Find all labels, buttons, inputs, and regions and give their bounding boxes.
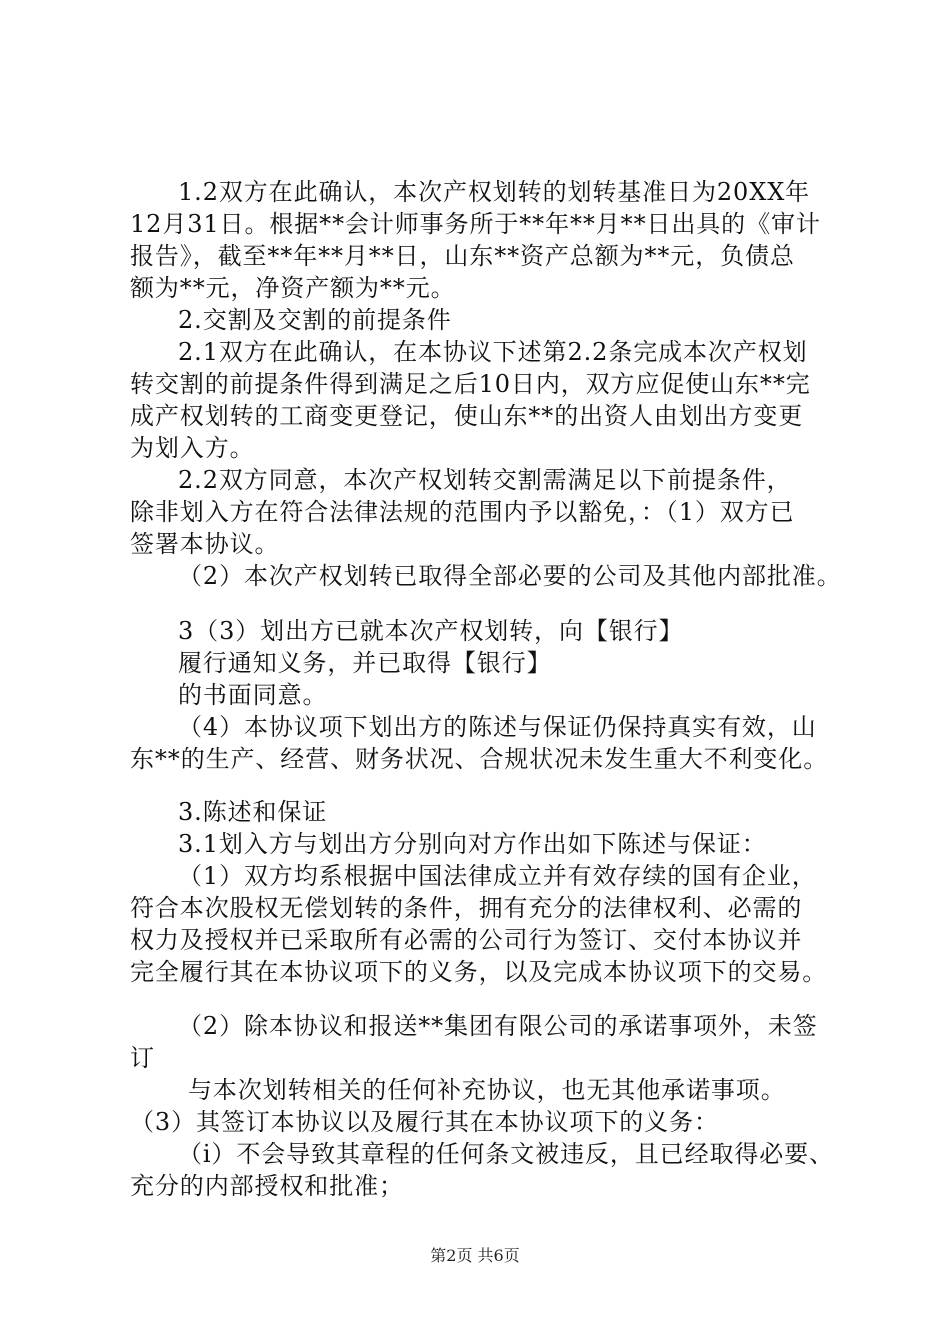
paragraph-line: 12月31日。根据**会计师事务所于**年**月**日出具的《审计 bbox=[130, 210, 821, 238]
paragraph-line: 的书面同意。 bbox=[178, 681, 328, 709]
paragraph-line: （4）本协议项下划出方的陈述与保证仍保持真实有效，山 bbox=[178, 713, 817, 741]
paragraph-line: 东**的生产、经营、财务状况、合规状况未发生重大不利变化。 bbox=[130, 745, 829, 773]
paragraph-line: 与本次划转相关的任何补充协议，也无其他承诺事项。 bbox=[188, 1076, 786, 1104]
paragraph-line: （3）其签订本协议以及履行其在本协议项下的义务： bbox=[130, 1108, 719, 1136]
paragraph-line: 完全履行其在本协议项下的义务，以及完成本协议项下的交易。 bbox=[130, 958, 828, 986]
paragraph-line: 报告》，截至**年**月**日，山东**资产总额为**元，负债总 bbox=[130, 242, 795, 270]
paragraph-line: 额为**元，净资产额为**元。 bbox=[130, 274, 456, 302]
paragraph-line: 签署本协议。 bbox=[130, 530, 280, 558]
paragraph-line: 为划入方。 bbox=[130, 434, 255, 462]
paragraph-line: 3（3）划出方已就本次产权划转，向【银行】 bbox=[178, 617, 684, 645]
page-footer: 第2页 共6页 bbox=[430, 1246, 520, 1265]
paragraph-line: （i）不会导致其章程的任何条文被违反，且已经取得必要、 bbox=[178, 1140, 834, 1168]
paragraph-line: 2.1双方在此确认，在本协议下述第2.2条完成本次产权划 bbox=[178, 338, 808, 366]
paragraph-line: （2）本次产权划转已取得全部必要的公司及其他内部批准。 bbox=[178, 562, 842, 590]
paragraph-line: 履行通知义务，并已取得【银行】 bbox=[178, 649, 552, 677]
section-heading: 3.陈述和保证 bbox=[178, 798, 328, 826]
paragraph-line: 2.2双方同意，本次产权划转交割需满足以下前提条件， bbox=[178, 466, 792, 494]
section-heading: 2.交割及交割的前提条件 bbox=[178, 306, 452, 334]
paragraph-line: 1.2双方在此确认，本次产权划转的划转基准日为20XX年 bbox=[178, 178, 811, 206]
paragraph-line: 成产权划转的工商变更登记，使山东**的出资人由划出方变更 bbox=[130, 402, 804, 430]
paragraph-line: 符合本次股权无偿划转的条件，拥有充分的法律权利、必需的 bbox=[130, 894, 803, 922]
paragraph-line: 订 bbox=[130, 1044, 155, 1072]
paragraph-line: 转交割的前提条件得到满足之后10日内，双方应促使山东**完 bbox=[130, 370, 811, 398]
paragraph-line: 充分的内部授权和批准； bbox=[130, 1172, 404, 1200]
paragraph-line: （2）除本协议和报送**集团有限公司的承诺事项外，未签 bbox=[178, 1012, 818, 1040]
paragraph-line: （1）双方均系根据中国法律成立并有效存续的国有企业， bbox=[178, 862, 817, 890]
paragraph-line: 3.1划入方与划出方分别向对方作出如下陈述与保证： bbox=[178, 830, 767, 858]
paragraph-line: 权力及授权并已采取所有必需的公司行为签订、交付本协议并 bbox=[130, 926, 803, 954]
paragraph-line: 除非划入方在符合法律法规的范围内予以豁免，：（1）双方已 bbox=[130, 498, 795, 526]
